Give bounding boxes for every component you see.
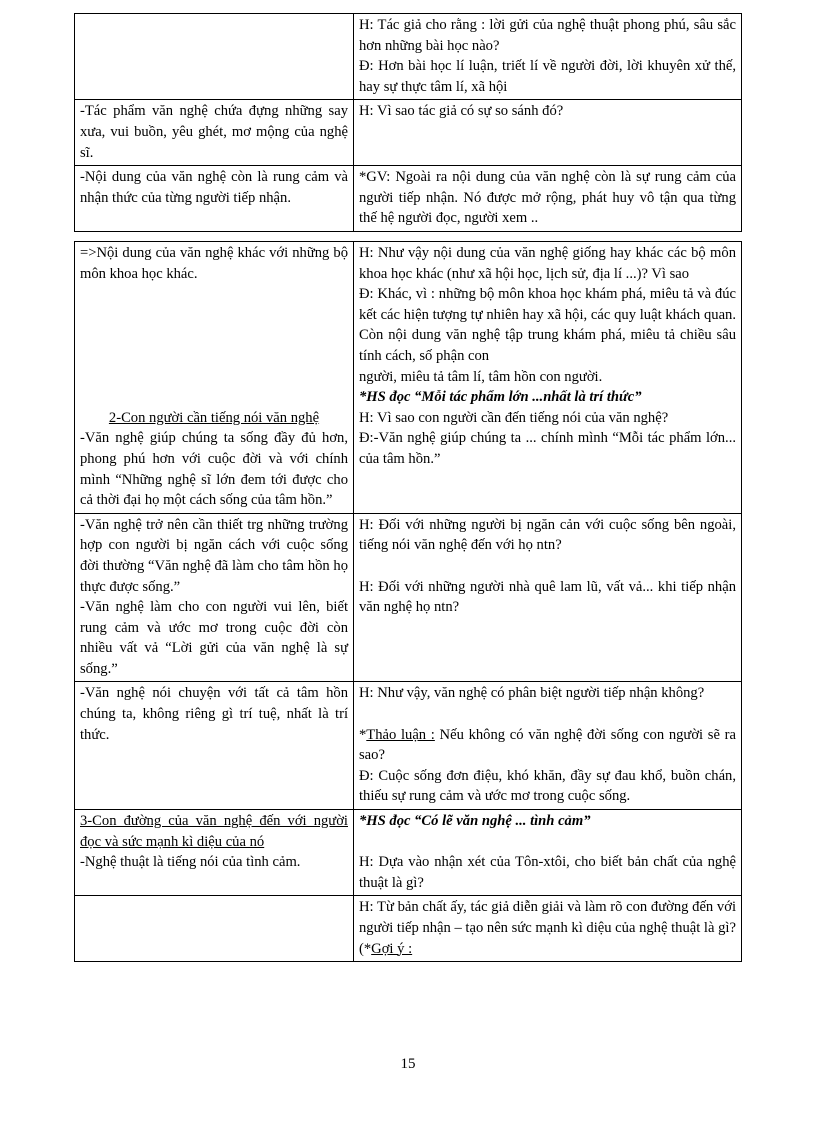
right-cell (354, 682, 742, 810)
reading-instruction: *HS đọc “Mỗi tác phẩm lớn ...nhất là trí thức” (359, 389, 642, 406)
content-text: -Văn nghệ nói chuyện với tất cả tâm hồn chúng ta, không riêng gì trí tuệ, nhất là trí thức. (80, 685, 348, 743)
table-row (75, 896, 742, 962)
right-cell (354, 896, 742, 962)
answer-text-continued: người, miêu tả tâm lí, tâm hồn con người. (359, 368, 603, 385)
table-row (75, 242, 742, 514)
right-cell (354, 14, 742, 100)
answer-text: Đ: Hơn bài học lí luận, triết lí về người đời, lời khuyên xử thế, hay sự thực tâm lí, xã hội (359, 58, 736, 95)
content-text: -Tác phẩm văn nghệ chứa đựng những say xưa, vui buồn, yêu ghét, mơ mộng của nghệ sĩ. (80, 103, 348, 161)
table-row (75, 810, 742, 896)
left-cell (75, 513, 354, 682)
left-cell (75, 242, 354, 514)
table-row (75, 513, 742, 682)
content-text: -Văn nghệ giúp chúng ta sống đầy đủ hơn, phong phú hơn với cuộc đời và với chính mình “Những nghệ sĩ lớn đem tới được cho cả thời đại họ một cách sống của tâm hồn.” (80, 430, 348, 509)
left-cell (75, 896, 354, 962)
content-text: -Nghệ thuật là tiếng nói của tình cảm. (80, 854, 301, 871)
content-text: -Nội dung của văn nghệ còn là rung cảm và nhận thức của từng người tiếp nhận. (80, 169, 348, 206)
answer-text: Đ: Cuộc sống đơn điệu, khó khăn, đầy sự đau khổ, buồn chán, thiếu sự rung cảm và ước mơ trong cuộc sống. (359, 767, 736, 805)
left-cell (75, 810, 354, 896)
table-row (75, 682, 742, 810)
page-number: 15 (400, 1056, 416, 1072)
content-text: -Văn nghệ làm cho con người vui lên, biết rung cảm và ước mơ trong cuộc đời còn nhiều vất vả “Lời gửi của văn nghệ là sự sống.” (80, 599, 348, 677)
teacher-note: *GV: Ngoài ra nội dung của văn nghệ còn là sự rung cảm của người tiếp nhận. Nó được mở rộng, phát huy vô tận qua từng thế hệ người đọc, người xem .. (359, 169, 736, 227)
content-text: -Văn nghệ trở nên cần thiết trg những trường hợp con người bị ngăn cách với cuộc sống đời thường “Văn nghệ đã làm cho tâm hồn họ thực được sống.” (80, 516, 348, 595)
right-cell (354, 242, 742, 514)
answer-text: Đ:-Văn nghệ giúp chúng ta ... chính mình “Mỗi tác phẩm lớn... của tâm hồn.” (359, 430, 736, 467)
table-row (75, 166, 742, 232)
hint-label: (*Gợi ý : (359, 940, 413, 957)
left-cell (75, 14, 354, 100)
question-text: H: Vì sao tác giả có sự so sánh đó? (359, 103, 564, 120)
discussion-prompt: *Thảo luận : Nếu không có văn nghệ đời sống con người sẽ ra sao? (359, 726, 736, 764)
left-cell (75, 166, 354, 232)
lesson-table-main (74, 241, 742, 962)
table-row (75, 100, 742, 166)
section-heading: 2-Con người cần tiếng nói văn nghệ (108, 409, 320, 426)
lesson-table-top (74, 13, 742, 232)
reading-instruction: *HS đọc “Có lẽ văn nghệ ... tình cảm” (359, 813, 591, 830)
section-heading: 3-Con đường của văn nghệ đến với người đọc và sức mạnh kì diệu của nó (80, 813, 348, 850)
question-text: H: Từ bản chất ấy, tác giả diễn giải và làm rõ con đường đến với người tiếp nhận – tạo nên sức mạnh kì diệu của nghệ thuật là gì? (359, 899, 736, 936)
question-text: H: Như vậy nội dung của văn nghệ giống hay khác các bộ môn khoa học khác (như xã hội học, lịch sử, địa lí ...)? Vì sao (359, 245, 736, 282)
question-text: H: Đối với những người nhà quê lam lũ, vất vả... khi tiếp nhận văn nghệ họ ntn? (359, 578, 736, 616)
question-text: H: Dựa vào nhận xét của Tôn-xtôi, cho biết bản chất của nghệ thuật là gì? (359, 854, 736, 891)
question-text: H: Đối với những người bị ngăn cản với cuộc sống bên ngoài, tiếng nói văn nghệ đến với họ ntn? (359, 516, 736, 554)
right-cell (354, 810, 742, 896)
table-row (75, 14, 742, 100)
question-text: H: Tác giả cho rằng : lời gửi của nghệ thuật phong phú, sâu sắc hơn những bài học nào? (359, 17, 736, 54)
question-text: H: Vì sao con người cần đến tiếng nói của văn nghệ? (359, 409, 669, 426)
right-cell (354, 100, 742, 166)
right-cell (354, 166, 742, 232)
left-cell (75, 682, 354, 810)
right-cell (354, 513, 742, 682)
left-cell (75, 100, 354, 166)
question-text: H: Như vậy, văn nghệ có phân biệt người tiếp nhận không? (359, 685, 705, 702)
answer-text: Đ: Khác, vì : những bộ môn khoa học khám phá, miêu tả và đúc kết các hiện tượng tự nhiên hay xã hội, các quy luật khách quan. Còn nội dung văn nghệ tập trung khám phá, miêu tả chiều sâu tính cách, số phận con (359, 286, 736, 364)
conclusion-text: =>Nội dung của văn nghệ khác với những bộ môn khoa học khác. (80, 245, 348, 282)
